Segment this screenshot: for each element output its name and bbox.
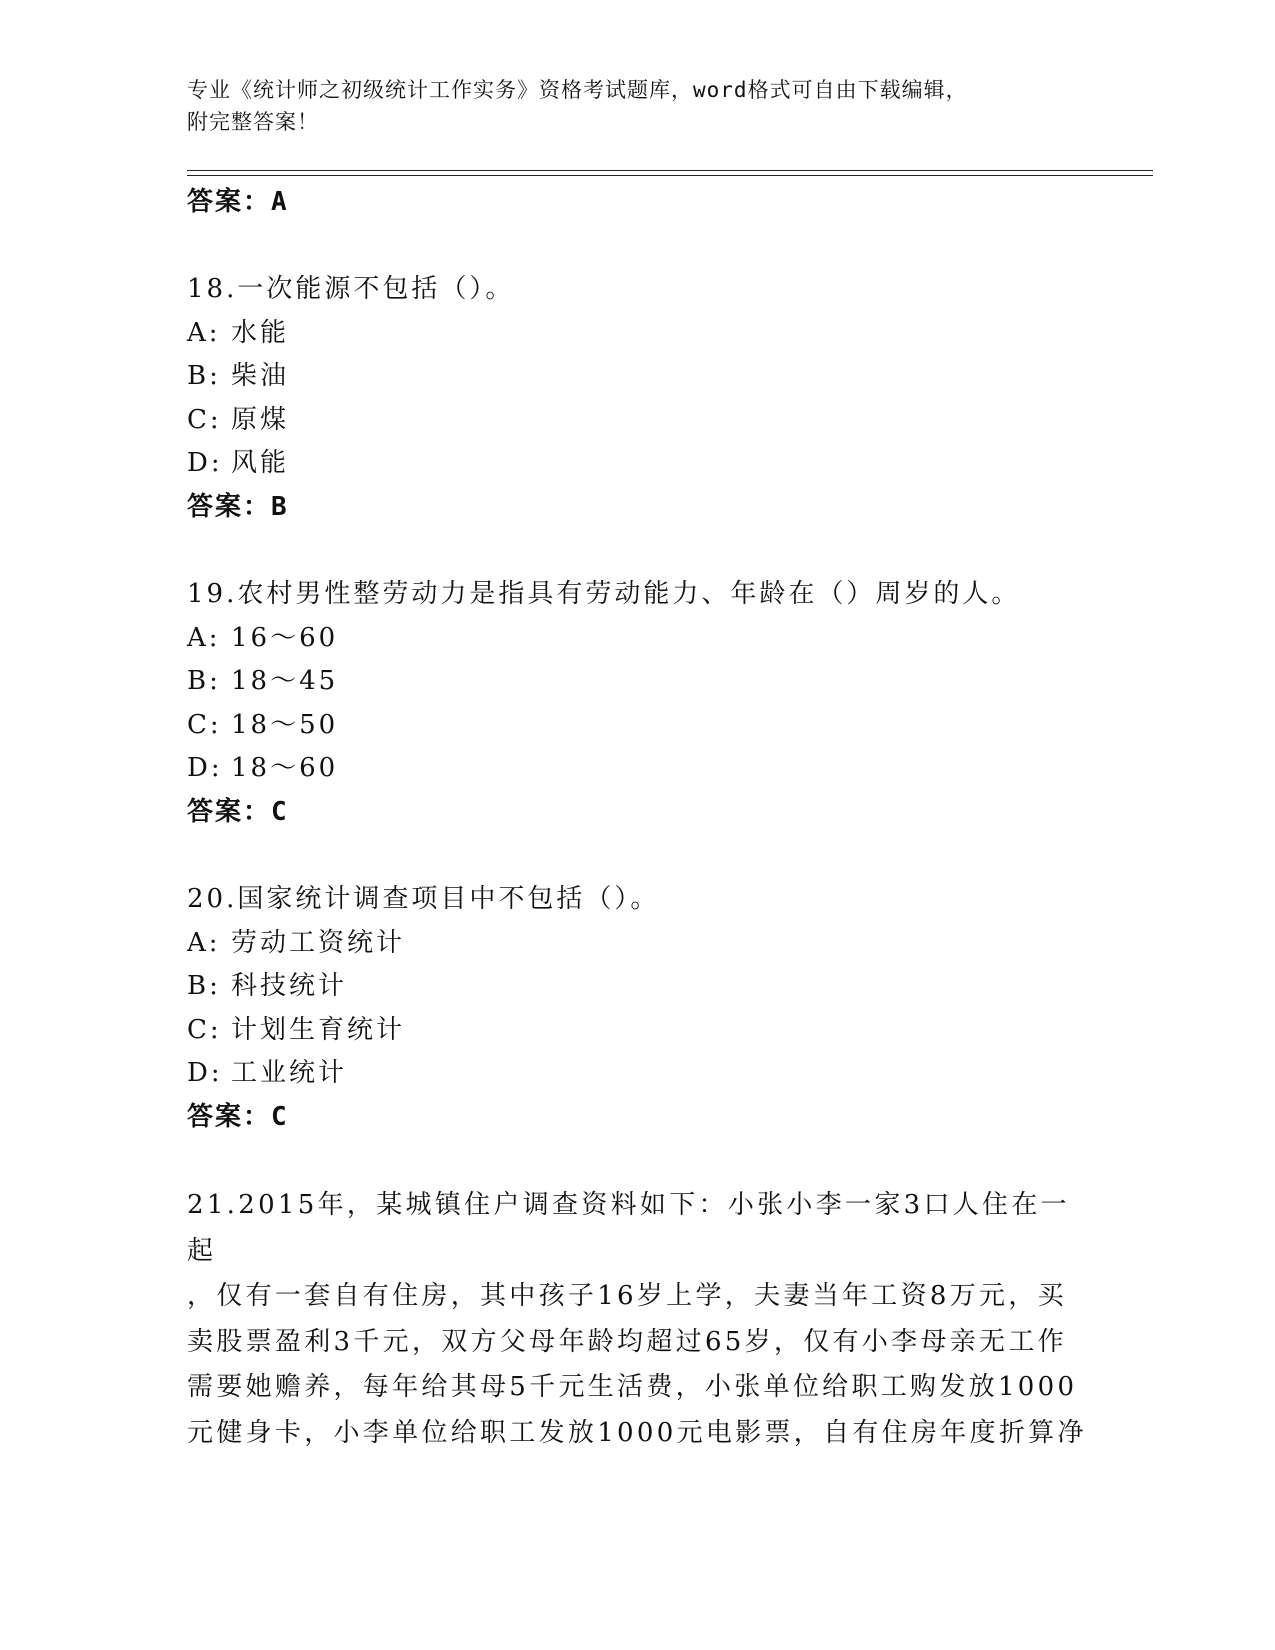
question-20: 20.国家统计调查项目中不包括（）。 bbox=[187, 884, 660, 914]
answer-18: 答案：B bbox=[187, 492, 289, 522]
option-text: 科技统计 bbox=[231, 971, 348, 1001]
option-letter: C: bbox=[187, 710, 222, 740]
option-letter: B: bbox=[187, 666, 221, 696]
option-letter: A: bbox=[187, 928, 221, 958]
option-19-a bbox=[187, 620, 338, 656]
option-letter: B: bbox=[187, 971, 221, 1001]
option-text: 18～60 bbox=[231, 753, 339, 783]
header-rule-top bbox=[187, 170, 1153, 171]
option-20-b bbox=[187, 968, 347, 1004]
option-text: 水能 bbox=[231, 318, 290, 348]
question-21-line: ，仅有一套自有住房，其中孩子16岁上学，夫妻当年工资8万元，买 bbox=[187, 1281, 1067, 1311]
question-18: 18.一次能源不包括（）。 bbox=[187, 274, 515, 304]
question-21-line: 21.2015年，某城镇住户调查资料如下：小张小李一家3口人住在一起 bbox=[187, 1190, 1070, 1266]
option-19-d bbox=[187, 750, 338, 786]
question-21-line: 元健身卡，小李单位给职工发放1000元电影票，自有住房年度折算净 bbox=[187, 1417, 1087, 1448]
option-letter: C: bbox=[187, 1015, 222, 1045]
option-text: 工业统计 bbox=[231, 1058, 348, 1088]
option-letter: B: bbox=[187, 361, 221, 391]
answer-19: 答案：C bbox=[187, 797, 289, 827]
header-line-1: 专业《统计师之初级统计工作实务》资格考试题库，word格式可自由下载编辑， bbox=[187, 78, 968, 102]
option-text: 18～50 bbox=[231, 710, 339, 740]
option-20-c bbox=[187, 1012, 405, 1048]
option-20-d bbox=[187, 1055, 347, 1091]
option-19-b bbox=[187, 663, 338, 699]
option-20-a bbox=[187, 925, 405, 961]
option-18-a bbox=[187, 315, 289, 351]
option-18-d bbox=[187, 445, 289, 481]
question-21 bbox=[187, 1183, 1087, 1456]
header-line-2: 附完整答案！ bbox=[187, 110, 319, 134]
header-rule-bottom bbox=[187, 175, 1153, 176]
question-19: 19.农村男性整劳动力是指具有劳动能力、年龄在（）周岁的人。 bbox=[187, 579, 1021, 609]
option-letter: A: bbox=[187, 318, 221, 348]
option-18-b bbox=[187, 358, 289, 394]
document-header bbox=[187, 74, 1087, 138]
option-letter: D: bbox=[187, 1058, 223, 1088]
option-19-c bbox=[187, 707, 338, 743]
option-18-c bbox=[187, 402, 289, 438]
question-21-line: 卖股票盈利3千元，双方父母年龄均超过65岁，仅有小李母亲无工作 bbox=[187, 1326, 1067, 1357]
option-text: 原煤 bbox=[231, 405, 290, 435]
option-text: 计划生育统计 bbox=[231, 1015, 406, 1045]
answer-20: 答案：C bbox=[187, 1102, 289, 1132]
option-text: 柴油 bbox=[231, 361, 290, 391]
option-text: 风能 bbox=[231, 448, 290, 478]
option-text: 18～45 bbox=[231, 666, 339, 696]
option-letter: D: bbox=[187, 448, 223, 478]
option-letter: C: bbox=[187, 405, 222, 435]
option-text: 16～60 bbox=[231, 623, 339, 653]
option-letter: A: bbox=[187, 623, 221, 653]
option-text: 劳动工资统计 bbox=[231, 928, 406, 958]
question-21-line: 需要她赡养，每年给其母5千元生活费，小张单位给职工购发放1000 bbox=[187, 1372, 1078, 1402]
answer-17: 答案：A bbox=[187, 187, 289, 217]
option-letter: D: bbox=[187, 753, 223, 783]
